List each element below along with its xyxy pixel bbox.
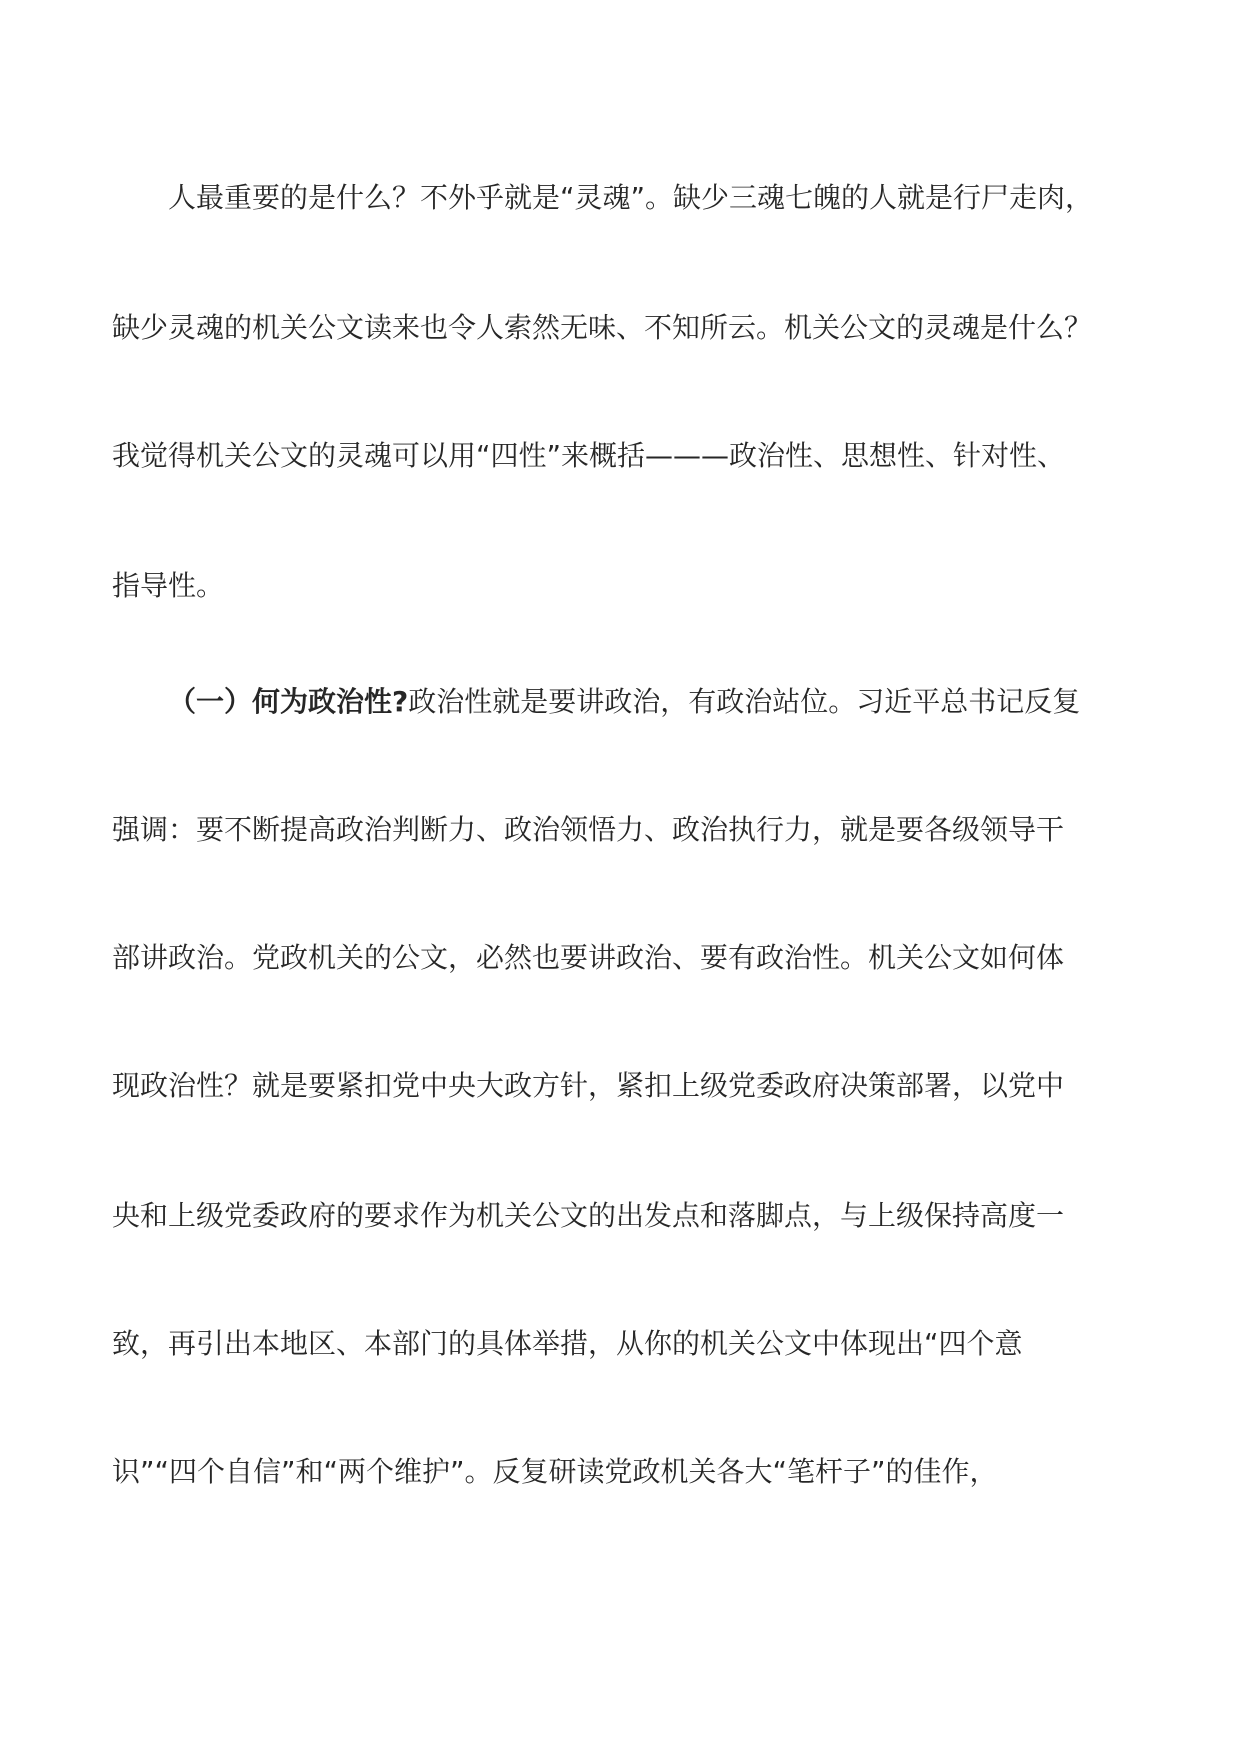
- section-heading: （一）何为政治性?: [168, 685, 409, 718]
- paragraph-2-line-1-text: 政治性就是要讲政治，有政治站位。习近平总书记反复: [408, 685, 1081, 718]
- paragraph-1-line-1: 人最重要的是什么？不外乎就是“灵魂”。缺少三魂七魄的人就是行尸走肉，: [168, 181, 1094, 214]
- paragraph-1-line-4: 指导性。: [112, 569, 225, 602]
- paragraph-2-line-3: 部讲政治。党政机关的公文，必然也要讲政治、要有政治性。机关公文如何体: [112, 941, 1065, 974]
- paragraph-2-line-2: 强调：要不断提高政治判断力、政治领悟力、政治执行力，就是要各级领导干: [112, 813, 1065, 846]
- paragraph-1-line-3: 我觉得机关公文的灵魂可以用“四性”来概括———政治性、思想性、针对性、: [112, 439, 1066, 472]
- paragraph-2-line-1: [168, 682, 1080, 722]
- paragraph-2-line-6: 致，再引出本地区、本部门的具体举措，从你的机关公文中体现出“四个意: [112, 1327, 1023, 1360]
- paragraph-2-line-7: 识”“四个自信”和“两个维护”。反复研读党政机关各大“笔杆子”的佳作，: [112, 1455, 998, 1488]
- paragraph-2-line-5: 央和上级党委政府的要求作为机关公文的出发点和落脚点，与上级保持高度一: [112, 1199, 1065, 1232]
- paragraph-2-line-4: 现政治性？就是要紧扣党中央大政方针，紧扣上级党委政府决策部署，以党中: [112, 1069, 1065, 1102]
- paragraph-1-line-2: 缺少灵魂的机关公文读来也令人索然无味、不知所云。机关公文的灵魂是什么？: [112, 311, 1093, 344]
